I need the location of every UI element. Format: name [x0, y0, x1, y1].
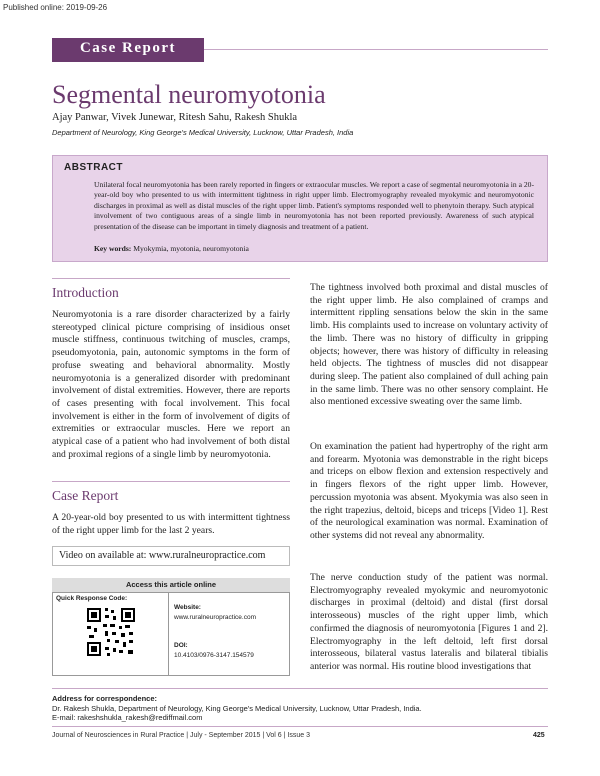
doi-label: DOI: — [174, 642, 188, 649]
abstract-heading: ABSTRACT — [64, 162, 123, 173]
access-divider — [168, 592, 169, 676]
qr-label: Quick Response Code: — [56, 595, 128, 602]
case-paragraph: A 20-year-old boy presented to us with intermittent tightness of the right upper limb for the last 2 years. — [52, 512, 290, 536]
page-number: 425 — [533, 732, 545, 739]
website-link[interactable]: www.ruralneuropractice.com — [174, 614, 257, 621]
case-heading: Case Report — [52, 488, 119, 503]
correspondence-rule — [52, 688, 548, 689]
abstract-body: Unilateral focal neuromyotonia has been rarely reported in fingers or extraocular muscles. We report a case of segmental neuromyotonia in a 20-year-old boy who presented to us with intermittent tightness in right upper limb. Electromyography revealed myokymic and neuromyotonic discharges in proximal as well as distal muscles of the right upper limb. Patient's symptoms responded well to phenytoin therapy. Such atypical involvement of two contiguous areas of a single limb in neuromyotonia has not been reported previously. Awareness of such atypical presentation of the disease can be important in timely diagnosis and treatment of a patient. — [94, 180, 534, 231]
access-heading: Access this article online — [52, 578, 290, 592]
correspondence-address: Dr. Rakesh Shukla, Department of Neurology, King George's Medical University, Lucknow, Uttar Pradesh, India. — [52, 703, 422, 713]
keywords-value: Myokymia, myotonia, neuromyotonia — [133, 244, 249, 253]
intro-rule — [52, 278, 290, 279]
footer-rule — [52, 726, 548, 727]
authors: Ajay Panwar, Vivek Junewar, Ritesh Sahu, Rakesh Shukla — [52, 112, 298, 123]
journal-footer: Journal of Neurosciences in Rural Practice | July - September 2015 | Vol 6 | Issue 3 — [52, 732, 310, 739]
keywords-label: Key words: — [94, 244, 132, 253]
article-title: Segmental neuromyotonia — [52, 80, 326, 109]
website-label: Website: — [174, 604, 201, 611]
keywords — [94, 244, 249, 253]
affiliation: Department of Neurology, King George's Medical University, Lucknow, Uttar Pradesh, India — [52, 128, 354, 137]
correspondence-email[interactable]: E-mail: rakeshshukla_rakesh@rediffmail.com — [52, 713, 203, 722]
case-report-banner: Case Report — [79, 40, 177, 56]
right-paragraph-1: The tightness involved both proximal and distal muscles of the right upper limb. He also complained of cramps and intermittent rippling sensations below the skin in the same limb. His complaints used to increase on voluntary activity of the limb. There was no history of difficulty in gripping objects; however, there was history of difficulty in releasing held objects. The tightness of muscles did not disappear during sleep. The patient also complained of dull aching pain in the same limb. There was no other sensory complaint. He also mentioned excessive sweating over the same limb. — [310, 282, 548, 408]
right-paragraph-3: The nerve conduction study of the patient was normal. Electromyography revealed myokymic and neuromyotonic discharges in proximal (deltoid) and distal (first dorsal interosseous) muscles of the right upper limb, which confirmed the diagnosis of neuromyotonia [Figures 1 and 2]. Electromyography in the left deltoid, left first dorsal interosseous, bilateral vastus lateralis and bilateral tibialis anterior was normal. His routine blood investigations that — [310, 572, 548, 672]
doi-value[interactable]: 10.4103/0976-3147.154579 — [174, 652, 254, 659]
correspondence — [52, 694, 422, 723]
qr-code-icon[interactable] — [85, 606, 137, 658]
right-paragraph-2: On examination the patient had hypertrophy of the right arm and forearm. Myotonia was demonstrable in the right biceps and triceps on elbow flexion and extension respectively and in fingers flexors of the right upper limb. However, percussion myotonia was absent. Myokymia was also seen in the right trapezius, deltoid, biceps and triceps [Video 1]. Rest of the neurological examination was normal. Examination of other systems did not reveal any abnormality. — [310, 441, 548, 541]
access-head-rule — [52, 592, 290, 593]
published-date: Published online: 2019-09-26 — [3, 3, 108, 12]
correspondence-heading: Address for correspondence: — [52, 694, 158, 703]
case-rule — [52, 481, 290, 482]
video-note: Video on available at: www.ruralneuropractice.com — [52, 546, 290, 566]
intro-heading: Introduction — [52, 285, 119, 300]
intro-paragraph: Neuromyotonia is a rare disorder characterized by a fairly stereotyped clinical picture comprising of insidious onset muscle stiffness, continuous twitching of muscles, cramps, pseudomyotonia, pain, autonomic symptoms in the form of profuse sweating and behavioral abnormality. Mostly neuromyotonia is a generalized disorder with predominant involvement of distal extremities. However, there are reports of cases presenting with focal involvement. This focal involvement is either in the form of involvement of digits of extremities or extraocular muscles. Here we report an atypical case of a patient who had involvement of both distal and proximal regions of a single limb by neuromyotonia. — [52, 309, 290, 460]
